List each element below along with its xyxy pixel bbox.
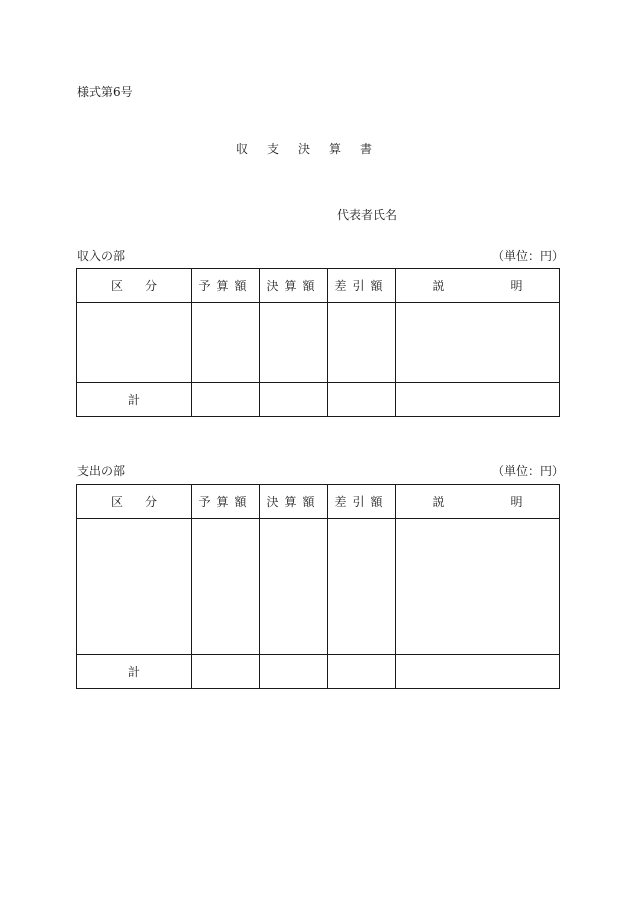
expense-difference-cell[interactable] bbox=[328, 519, 396, 655]
header-settlement: 決算額 bbox=[260, 485, 328, 519]
income-total-row bbox=[77, 383, 560, 417]
header-category bbox=[77, 269, 192, 303]
income-unit-label: （単位：円） bbox=[492, 249, 565, 263]
income-body-row bbox=[77, 303, 560, 383]
income-settlement-cell[interactable] bbox=[260, 303, 328, 383]
header-category-char: 区 bbox=[111, 495, 124, 509]
income-total-label: 計 bbox=[77, 383, 192, 417]
income-category-cell[interactable] bbox=[77, 303, 192, 383]
header-settlement: 決算額 bbox=[260, 269, 328, 303]
expense-budget-cell[interactable] bbox=[192, 519, 260, 655]
expense-settlement-cell[interactable] bbox=[260, 519, 328, 655]
header-category-char: 分 bbox=[144, 495, 157, 509]
representative-name-label: 代表者氏名 bbox=[337, 208, 398, 222]
income-table bbox=[76, 268, 560, 417]
expense-total-label: 計 bbox=[77, 655, 192, 689]
header-category bbox=[77, 485, 192, 519]
expense-total-row bbox=[77, 655, 560, 689]
title-char: 支 bbox=[267, 142, 280, 156]
header-explanation bbox=[396, 485, 560, 519]
expense-total-explanation[interactable] bbox=[396, 655, 560, 689]
header-category-char: 分 bbox=[144, 279, 157, 293]
title-char: 収 bbox=[236, 142, 249, 156]
income-total-explanation[interactable] bbox=[396, 383, 560, 417]
header-category-char: 区 bbox=[111, 279, 124, 293]
expense-table bbox=[76, 484, 560, 689]
income-budget-cell[interactable] bbox=[192, 303, 260, 383]
expense-explanation-cell[interactable] bbox=[396, 519, 560, 655]
header-difference: 差引額 bbox=[328, 269, 396, 303]
header-explanation bbox=[396, 269, 560, 303]
title-char: 書 bbox=[360, 142, 373, 156]
income-explanation-cell[interactable] bbox=[396, 303, 560, 383]
form-number: 様式第6号 bbox=[77, 85, 133, 99]
header-difference: 差引額 bbox=[328, 485, 396, 519]
expense-unit-label: （単位：円） bbox=[492, 464, 565, 478]
title-char: 算 bbox=[329, 142, 342, 156]
header-explanation-char: 説 bbox=[432, 495, 445, 509]
document-title bbox=[236, 143, 391, 155]
title-char: 決 bbox=[298, 142, 311, 156]
header-budget: 予算額 bbox=[192, 269, 260, 303]
income-difference-cell[interactable] bbox=[328, 303, 396, 383]
income-section-label: 収入の部 bbox=[77, 249, 126, 263]
income-total-budget[interactable] bbox=[192, 383, 260, 417]
expense-category-cell[interactable] bbox=[77, 519, 192, 655]
header-explanation-char: 明 bbox=[510, 279, 523, 293]
income-total-difference[interactable] bbox=[328, 383, 396, 417]
expense-section-label: 支出の部 bbox=[77, 464, 126, 478]
header-explanation-char: 説 bbox=[432, 279, 445, 293]
expense-body-row bbox=[77, 519, 560, 655]
expense-total-settlement[interactable] bbox=[260, 655, 328, 689]
income-total-settlement[interactable] bbox=[260, 383, 328, 417]
expense-total-difference[interactable] bbox=[328, 655, 396, 689]
header-budget: 予算額 bbox=[192, 485, 260, 519]
expense-total-budget[interactable] bbox=[192, 655, 260, 689]
expense-header-row bbox=[77, 485, 560, 519]
header-explanation-char: 明 bbox=[510, 495, 523, 509]
income-header-row bbox=[77, 269, 560, 303]
